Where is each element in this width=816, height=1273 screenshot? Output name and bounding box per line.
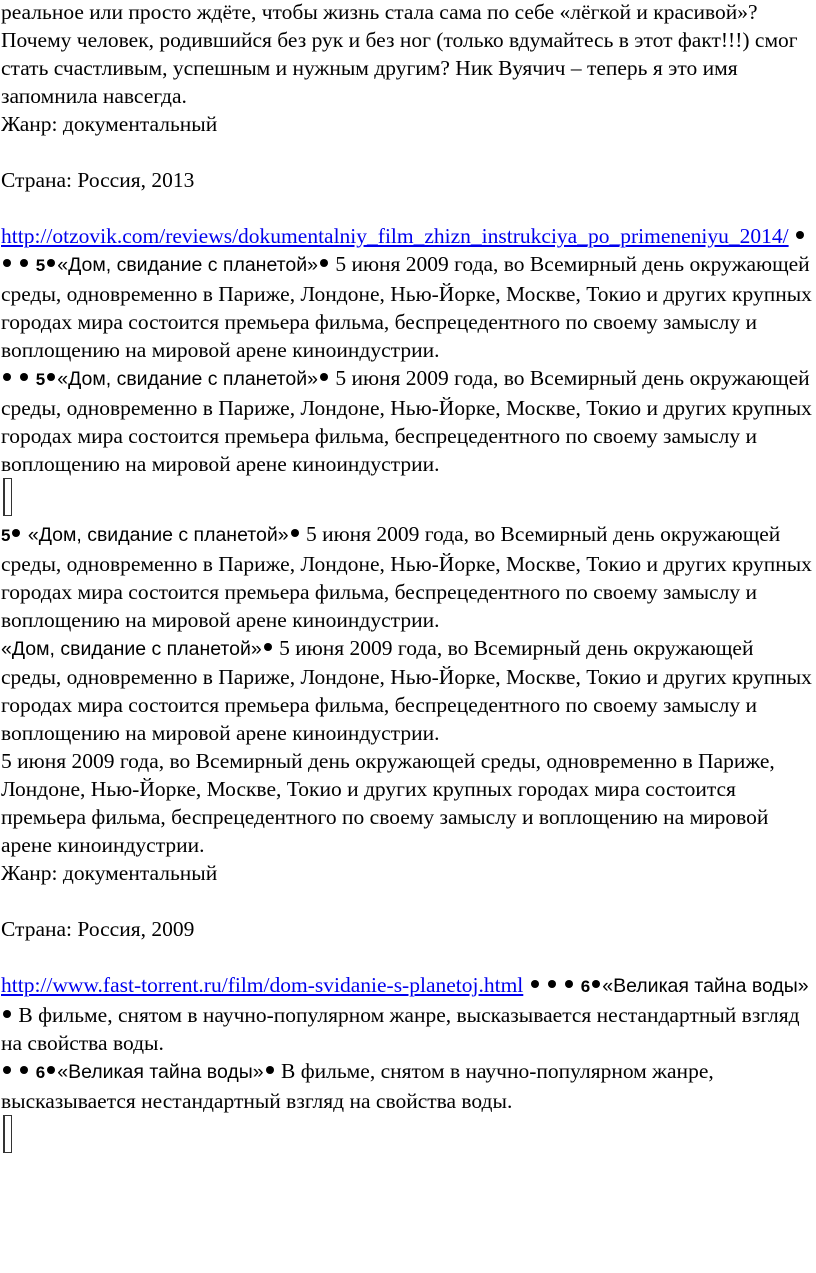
bullet-icon: [592, 980, 600, 988]
item-description: В фильме, снятом в научно-популярном жанре, высказывается нестандартный взгляд на свойства воды.: [1, 1059, 714, 1113]
item-number: 5: [1, 526, 11, 545]
item-description: 5 июня 2009 года, во Всемирный день окружающей среды, одновременно в Париже, Лондоне, Нью-Йорке, Москве, Токио и других крупных городах мира состоится премьера фильма, беспрецедентного по своему замыслу и воплощению на мировой арене киноиндустрии.: [1, 522, 812, 632]
item6-block-1: [1, 971, 816, 1057]
otzovik-link[interactable]: http://otzovik.com/reviews/dokumentalniy_film_zhizn_instrukciya_po_primeneniyu_2014/: [1, 224, 789, 248]
bullet-icon: [3, 259, 11, 267]
item5-description-only: 5 июня 2009 года, во Всемирный день окружающей среды, одновременно в Париже, Лондоне, Нью-Йорке, Москве, Токио и других крупных городах мира состоится премьера фильма, беспрецедентного по своему замыслу и воплощению на мировой арене киноиндустрии.: [1, 749, 775, 857]
item-number: 6: [35, 1063, 46, 1082]
item-title: «Великая тайна воды»: [57, 1061, 264, 1083]
spacer: [1, 194, 816, 222]
item-title: «Дом, свидание с планетой»: [27, 524, 289, 546]
intro-paragraph-1: реальное или просто ждёте, чтобы жизнь стала сама по себе «лёгкой и красивой»?: [1, 0, 758, 24]
item-description: В фильме, снятом в научно-популярном жанре, высказывается нестандартный взгляд на свойства воды.: [1, 1003, 800, 1055]
bullet-icon: [20, 373, 28, 381]
text-cursor-box: [3, 1115, 12, 1153]
item-number: 5: [35, 256, 46, 275]
country-line: Страна: Россия, 2009: [1, 917, 195, 941]
item-title: «Дом, свидание с планетой»: [1, 638, 262, 660]
bullet-icon: [47, 259, 55, 267]
item-number: 6: [580, 977, 591, 996]
item-description: 5 июня 2009 года, во Всемирный день окружающей среды, одновременно в Париже, Лондоне, Нью-Йорке, Москве, Токио и других крупных городах мира состоится премьера фильма, беспрецедентного по своему замыслу и воплощению на мировой арене киноиндустрии.: [1, 636, 812, 745]
bullet-icon: [266, 1066, 274, 1074]
bullet-icon: [796, 231, 804, 239]
bullet-icon: [20, 259, 28, 267]
spacer: [1, 138, 816, 166]
bullet-icon: [47, 1066, 55, 1074]
item-title: «Великая тайна воды»: [602, 975, 809, 997]
genre-line: Жанр: документальный: [1, 861, 218, 885]
bullet-icon: [3, 373, 11, 381]
bullet-icon: [3, 1066, 11, 1074]
bullet-icon: [531, 980, 539, 988]
spacer: [1, 943, 816, 971]
bullet-icon: [3, 1010, 11, 1018]
bullet-icon: [320, 259, 328, 267]
item-description: 5 июня 2009 года, во Всемирный день окружающей среды, одновременно в Париже, Лондоне, Нью-Йорке, Москве, Токио и других крупных городах мира состоится премьера фильма, беспрецедентного по своему замыслу и воплощению на мировой арене киноиндустрии.: [1, 252, 812, 362]
spacer: [1, 887, 816, 915]
bullet-icon: [47, 373, 55, 381]
bullet-icon: [548, 980, 556, 988]
text-cursor-box: [3, 478, 12, 516]
item5-block-3: [1, 520, 816, 634]
bullet-icon: [12, 529, 20, 537]
item5-block-2: [1, 364, 816, 478]
intro-paragraph-2: Почему человек, родившийся без рук и без ног (только вдумайтесь в этот факт!!!) смог стать счастливым, успешным и нужным другим? Ник Вуячич – теперь я это имя запомнила навсегда.: [1, 28, 798, 108]
item5-block-4: [1, 634, 816, 747]
item-number: 5: [35, 370, 46, 389]
bullet-icon: [320, 373, 328, 381]
genre-line: Жанр: документальный: [1, 112, 218, 136]
item-title: «Дом, свидание с планетой»: [57, 254, 318, 276]
item5-block-1: [1, 222, 816, 364]
bullet-icon: [20, 1066, 28, 1074]
item-title: «Дом, свидание с планетой»: [57, 368, 318, 390]
item6-block-2: [1, 1057, 816, 1115]
country-line: Страна: Россия, 2013: [1, 168, 195, 192]
bullet-icon: [264, 643, 272, 651]
item-description: 5 июня 2009 года, во Всемирный день окружающей среды, одновременно в Париже, Лондоне, Нью-Йорке, Москве, Токио и других крупных городах мира состоится премьера фильма, беспрецедентного по своему замыслу и воплощению на мировой арене киноиндустрии.: [1, 366, 812, 476]
bullet-icon: [291, 529, 299, 537]
bullet-icon: [565, 980, 573, 988]
fast-torrent-link[interactable]: http://www.fast-torrent.ru/film/dom-svidanie-s-planetoj.html: [1, 973, 524, 997]
